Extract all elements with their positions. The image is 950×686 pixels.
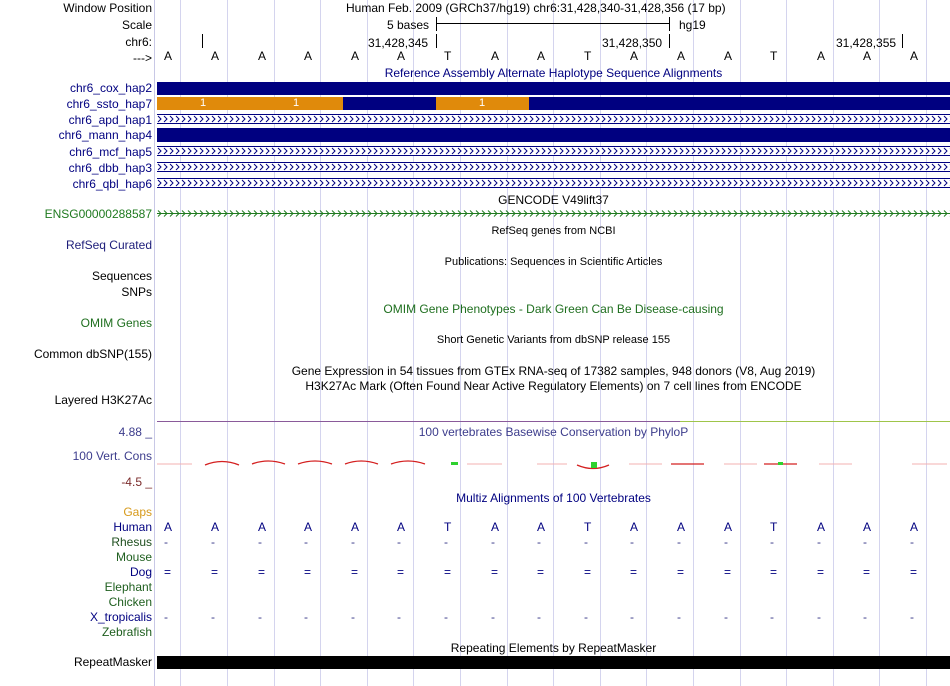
h3k27ac-track-title[interactable]: H3K27Ac Mark (Often Found Near Active Regulatory Elements) on 7 cell lines from ENCODE bbox=[305, 379, 802, 393]
alignment-base: - bbox=[863, 535, 867, 549]
phylop-max-label: 4.88 _ bbox=[118, 425, 152, 439]
track-label-apd-hap1[interactable]: chr6_apd_hap1 bbox=[68, 113, 152, 127]
alignment-base: - bbox=[770, 535, 774, 549]
h3k27ac-signal-segment bbox=[680, 421, 950, 422]
position-label: 31,428,345 bbox=[368, 36, 429, 50]
species-label-zebrafish[interactable]: Zebrafish bbox=[101, 625, 152, 639]
base-letter: A bbox=[630, 49, 639, 63]
alignment-base: - bbox=[491, 535, 495, 549]
alignment-base: = bbox=[211, 565, 219, 579]
base-letter: A bbox=[397, 49, 406, 63]
alignment-base: A bbox=[630, 520, 639, 534]
track-label-ssto-hap7[interactable]: chr6_ssto_hap7 bbox=[66, 97, 152, 111]
alignment-base: - bbox=[211, 535, 215, 549]
alignment-base: - bbox=[304, 610, 308, 624]
alignment-base: T bbox=[770, 520, 778, 534]
alignment-base: = bbox=[817, 565, 825, 579]
alignment-base: - bbox=[258, 610, 262, 624]
scale-text: 5 bases bbox=[387, 18, 430, 32]
sequences-label[interactable]: Sequences bbox=[91, 269, 152, 283]
base-letter: A bbox=[863, 49, 872, 63]
alignment-base: = bbox=[491, 565, 499, 579]
alignment-base: A bbox=[304, 520, 313, 534]
alignment-base: - bbox=[351, 610, 355, 624]
base-letter: A bbox=[537, 49, 546, 63]
alignment-base: - bbox=[397, 610, 401, 624]
alignment-base: - bbox=[910, 535, 914, 549]
publications-track-title[interactable]: Publications: Sequences in Scientific Articles bbox=[444, 256, 663, 268]
alignment-base: - bbox=[910, 610, 914, 624]
scale-label: Scale bbox=[121, 18, 152, 32]
base-letter: A bbox=[491, 49, 500, 63]
repeat-element-bar[interactable] bbox=[157, 656, 950, 669]
track-label-qbl-hap6[interactable]: chr6_qbl_hap6 bbox=[72, 177, 152, 191]
base-letter: A bbox=[258, 49, 267, 63]
omim-track-title[interactable]: OMIM Gene Phenotypes - Dark Green Can Be Disease-causing bbox=[383, 302, 724, 316]
alignment-base: = bbox=[164, 565, 172, 579]
snps-label[interactable]: SNPs bbox=[121, 285, 152, 299]
h3k27ac-label[interactable]: Layered H3K27Ac bbox=[54, 393, 152, 407]
alignment-base: - bbox=[537, 535, 541, 549]
species-label-mouse[interactable]: Mouse bbox=[115, 550, 152, 564]
ruler-tick bbox=[202, 34, 203, 48]
alignment-base: A bbox=[397, 520, 406, 534]
alignment-base: - bbox=[304, 535, 308, 549]
gencode-track-title[interactable]: GENCODE V49lift37 bbox=[498, 193, 609, 207]
alignment-base: - bbox=[211, 610, 215, 624]
block-label: 1 bbox=[292, 97, 300, 109]
base-letter: T bbox=[584, 49, 592, 63]
alignment-base: - bbox=[724, 535, 728, 549]
alignment-base: - bbox=[537, 610, 541, 624]
species-label-human[interactable]: Human bbox=[113, 520, 152, 534]
ruler-tick bbox=[436, 34, 437, 48]
ruler-tick bbox=[669, 34, 670, 48]
assembly-position-text: Human Feb. 2009 (GRCh37/hg19) chr6:31,428,340-31,428,356 (17 bp) bbox=[346, 1, 726, 15]
alt-haplotype-track-title[interactable]: Reference Assembly Alternate Haplotype Sequence Alignments bbox=[384, 66, 723, 80]
base-letter: A bbox=[211, 49, 220, 63]
repeatmasker-track-title[interactable]: Repeating Elements by RepeatMasker bbox=[450, 641, 657, 655]
scale-bar-left-tick bbox=[436, 17, 437, 31]
alignment-base: A bbox=[537, 520, 546, 534]
track-label-mcf-hap5[interactable]: chr6_mcf_hap5 bbox=[69, 145, 152, 159]
alignment-base: - bbox=[584, 610, 588, 624]
scale-bar bbox=[436, 23, 670, 24]
alignment-block[interactable] bbox=[436, 97, 529, 110]
alignment-base: A bbox=[863, 520, 872, 534]
refseq-track-title[interactable]: RefSeq genes from NCBI bbox=[491, 225, 616, 237]
alignment-base: - bbox=[164, 535, 168, 549]
base-letter: T bbox=[770, 49, 778, 63]
label-divider bbox=[154, 0, 155, 686]
alignment-base: = bbox=[770, 565, 778, 579]
base-letter: A bbox=[677, 49, 686, 63]
position-label: 31,428,350 bbox=[602, 36, 663, 50]
base-letter: A bbox=[164, 49, 173, 63]
track-label-mann-hap4[interactable]: chr6_mann_hap4 bbox=[58, 128, 152, 142]
alignment-base: T bbox=[584, 520, 592, 534]
strand-arrow-label: ---> bbox=[133, 51, 152, 65]
alignment-base: - bbox=[770, 610, 774, 624]
alignment-base: - bbox=[724, 610, 728, 624]
dbsnp-label[interactable]: Common dbSNP(155) bbox=[33, 347, 152, 361]
alignment-base: A bbox=[491, 520, 500, 534]
haplotype-gap-line[interactable] bbox=[157, 178, 950, 188]
base-letter: A bbox=[724, 49, 733, 63]
alignment-base: A bbox=[677, 520, 686, 534]
chromosome-label: chr6: bbox=[125, 35, 152, 49]
alignment-base: = bbox=[724, 565, 732, 579]
alignment-base: - bbox=[164, 610, 168, 624]
haplotype-alignment-bar[interactable] bbox=[157, 82, 950, 95]
alignment-base: A bbox=[258, 520, 267, 534]
scale-assembly: hg19 bbox=[679, 18, 706, 32]
alignment-base: - bbox=[258, 535, 262, 549]
base-letter: A bbox=[304, 49, 313, 63]
alignment-base: - bbox=[630, 610, 634, 624]
gtex-track-title[interactable]: Gene Expression in 54 tissues from GTEx RNA-seq of 17382 samples, 948 donors (V8, Aug 2019) bbox=[291, 364, 816, 378]
scale-bar-right-tick bbox=[669, 17, 670, 31]
alignment-base: - bbox=[584, 535, 588, 549]
base-letter: T bbox=[444, 49, 452, 63]
block-label: 1 bbox=[478, 97, 486, 109]
ruler-tick bbox=[902, 34, 903, 48]
alignment-base: - bbox=[444, 610, 448, 624]
haplotype-alignment-bar[interactable] bbox=[157, 128, 950, 142]
multiz-gaps-label[interactable]: Gaps bbox=[123, 505, 152, 519]
base-letter: A bbox=[351, 49, 360, 63]
species-label-elephant[interactable]: Elephant bbox=[104, 580, 152, 594]
omim-genes-label[interactable]: OMIM Genes bbox=[80, 316, 152, 330]
alignment-base: - bbox=[444, 535, 448, 549]
phylop-min-label: -4.5 _ bbox=[121, 475, 152, 489]
phylop-track-title[interactable]: 100 vertebrates Basewise Conservation by PhyloP bbox=[418, 425, 689, 439]
alignment-base: A bbox=[817, 520, 826, 534]
species-label-dog[interactable]: Dog bbox=[129, 565, 152, 579]
alignment-base: = bbox=[351, 565, 359, 579]
block-label: 1 bbox=[199, 97, 207, 109]
track-label-cox-hap2[interactable]: chr6_cox_hap2 bbox=[69, 81, 152, 95]
alignment-base: - bbox=[677, 610, 681, 624]
alignment-base: - bbox=[677, 535, 681, 549]
alignment-base: = bbox=[304, 565, 312, 579]
alignment-base: A bbox=[211, 520, 220, 534]
track-label-dbb-hap3[interactable]: chr6_dbb_hap3 bbox=[68, 161, 152, 175]
alignment-base: T bbox=[444, 520, 452, 534]
alignment-base: = bbox=[584, 565, 592, 579]
alignment-base: = bbox=[910, 565, 918, 579]
alignment-base: - bbox=[397, 535, 401, 549]
alignment-base: A bbox=[910, 520, 919, 534]
species-label-chicken[interactable]: Chicken bbox=[108, 595, 152, 609]
base-letter: A bbox=[910, 49, 919, 63]
haplotype-gap-line[interactable] bbox=[157, 146, 950, 156]
haplotype-gap-line[interactable] bbox=[157, 114, 950, 124]
alignment-base: = bbox=[630, 565, 638, 579]
alignment-base: = bbox=[677, 565, 685, 579]
alignment-block[interactable] bbox=[157, 97, 343, 110]
alignment-base: - bbox=[817, 610, 821, 624]
alignment-base: - bbox=[817, 535, 821, 549]
alignment-base: A bbox=[724, 520, 733, 534]
multiz-track-title[interactable]: Multiz Alignments of 100 Vertebrates bbox=[456, 491, 651, 505]
alignment-base: - bbox=[630, 535, 634, 549]
alignment-base: = bbox=[863, 565, 871, 579]
base-letter: A bbox=[817, 49, 826, 63]
position-label: 31,428,355 bbox=[836, 36, 897, 50]
alignment-base: = bbox=[397, 565, 405, 579]
haplotype-gap-line[interactable] bbox=[157, 162, 950, 172]
species-label-x-tropicalis[interactable]: X_tropicalis bbox=[89, 610, 152, 624]
alignment-base: - bbox=[351, 535, 355, 549]
gene-model-line[interactable] bbox=[157, 209, 950, 218]
alignment-base: = bbox=[258, 565, 266, 579]
phylop-conservation-plot[interactable] bbox=[157, 452, 950, 476]
alignment-base: - bbox=[863, 610, 867, 624]
alignment-base: A bbox=[164, 520, 173, 534]
repeatmasker-label[interactable]: RepeatMasker bbox=[73, 655, 152, 669]
haplotype-alignment-bar[interactable] bbox=[157, 97, 950, 110]
dbsnp-track-title[interactable]: Short Genetic Variants from dbSNP release 155 bbox=[436, 334, 671, 346]
species-label-rhesus[interactable]: Rhesus bbox=[111, 535, 152, 549]
alignment-base: - bbox=[491, 610, 495, 624]
window-position-label: Window Position bbox=[63, 1, 152, 15]
alignment-base: = bbox=[537, 565, 545, 579]
refseq-curated-label[interactable]: RefSeq Curated bbox=[65, 238, 152, 252]
alignment-base: A bbox=[351, 520, 360, 534]
gencode-gene-label[interactable]: ENSG00000288587 bbox=[44, 207, 152, 221]
alignment-base: = bbox=[444, 565, 452, 579]
phylop-label[interactable]: 100 Vert. Cons bbox=[72, 449, 152, 463]
